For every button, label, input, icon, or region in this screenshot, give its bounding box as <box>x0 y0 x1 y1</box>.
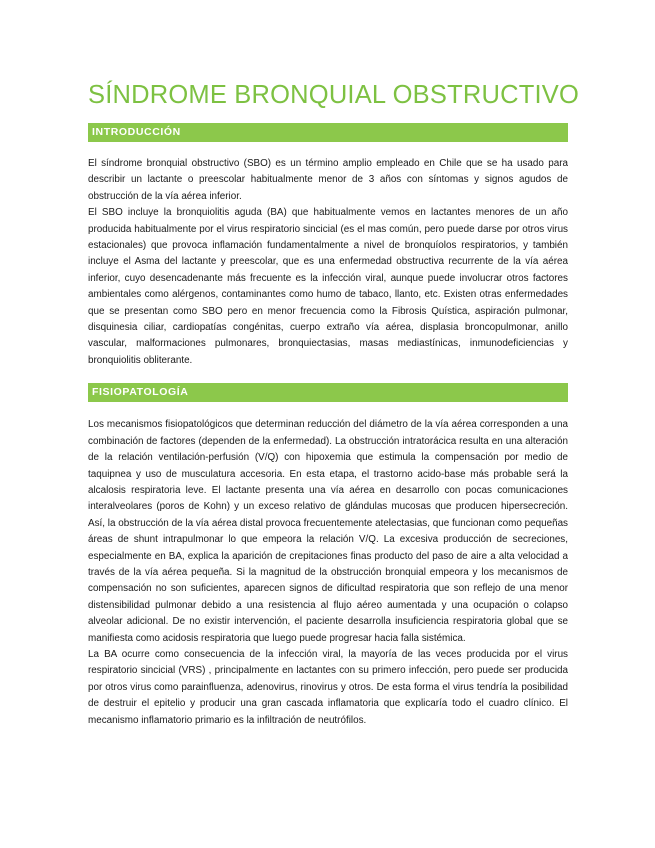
section-body-fisiopatologia <box>88 417 568 729</box>
section-body-introduccion <box>88 156 568 369</box>
paragraph: El síndrome bronquial obstructivo (SBO) es un término amplio empleado en Chile que se ha usado para describir un lactante o preescolar habitualmente menor de 3 años con síntomas y signos agudos de obstrucción de la vía aérea inferior. <box>88 158 568 202</box>
section-heading-fisiopatologia: FISIOPATOLOGÍA <box>88 383 568 402</box>
page-title: SÍNDROME BRONQUIAL OBSTRUCTIVO <box>88 81 580 109</box>
paragraph: La BA ocurre como consecuencia de la infección viral, la mayoría de las veces producida por el virus respiratorio sincicial (VRS) , principalmente en lactantes con su primero infección, pero puede ser producida por otros virus como parainfluenza, adenovirus, rinovirus y otros. De esta forma el virus tendría la posibilidad de destruir el epitelio y producir una gran cascada inflamatoria que explicaría todo el cuadro clínico. El mecanismo inflamatorio primario es la infiltración de neutrófilos. <box>88 648 568 726</box>
section-heading-introduccion: INTRODUCCIÓN <box>88 123 568 142</box>
paragraph: Los mecanismos fisiopatológicos que determinan reducción del diámetro de la vía aérea corresponden a una combinación de factores (dependen de la enfermedad). La obstrucción intratorácica resulta en una alteración de la relación ventilación-perfusión (V/Q) con hipoxemia que estimula la compensación por medio de taquipnea y uso de musculatura accesoria. En esta etapa, el trastorno acido-base más probable será la alcalosis respiratoria leve. El lactante presenta una vía aérea en desarrollo con pocas comunicaciones interalveolares (poros de Kohn) y un exceso relativo de glándulas mucosas que producen hipersecreción. Así, la obstrucción de la vía aérea distal provoca frecuentemente atelectasias, que funcionan como pequeñas áreas de shunt intrapulmonar lo que empeora la relación V/Q. La excesiva producción de secreciones, especialmente en BA, explica la aparición de crepitaciones finas producto del paso de aire a alta velocidad a través de la vía aérea pequeña. Si la magnitud de la obstrucción bronquial empeora y los mecanismos de compensación no son suficientes, aparecen signos de dificultad respiratoria que son reflejo de una menor distensibilidad pulmonar debido a una resistencia al flujo aéreo aumentada y una ocupación o colapso alveolar adicional. De no existir intervención, el paciente desarrolla insuficiencia respiratoria global que se manifiesta como acidosis respiratoria que luego puede progresar hacia falla sistémica. <box>88 419 568 644</box>
paragraph: El SBO incluye la bronquiolitis aguda (BA) que habitualmente vemos en lactantes menores de un año producida habitualmente por el virus respiratorio sincicial (es el mas común, pero puede darse por otros virus estacionales) que provoca inflamación fundamentalmente a nivel de bronquíolos respiratorios, y también incluye el Asma del lactante y preescolar, que es una enfermedad obstructiva recurrente de la vía aérea inferior, cuyo desencadenante más frecuente es la infección viral, aunque puede involucrar otros factores ambientales como alérgenos, contaminantes como humo de tabaco, llanto, etc. Existen otras enfermedades que se presentan como SBO pero en menor frecuencia como la Fibrosis Quística, aspiración pulmonar, disquinesia ciliar, cardiopatías congénitas, cuerpo extraño vía aérea, displasia broncopulmonar, anillo vascular, malformaciones pulmonares, bronquiectasias, masas mediastínicas, inmunodeficiencias y bronquiolitis obliterante. <box>88 207 568 366</box>
